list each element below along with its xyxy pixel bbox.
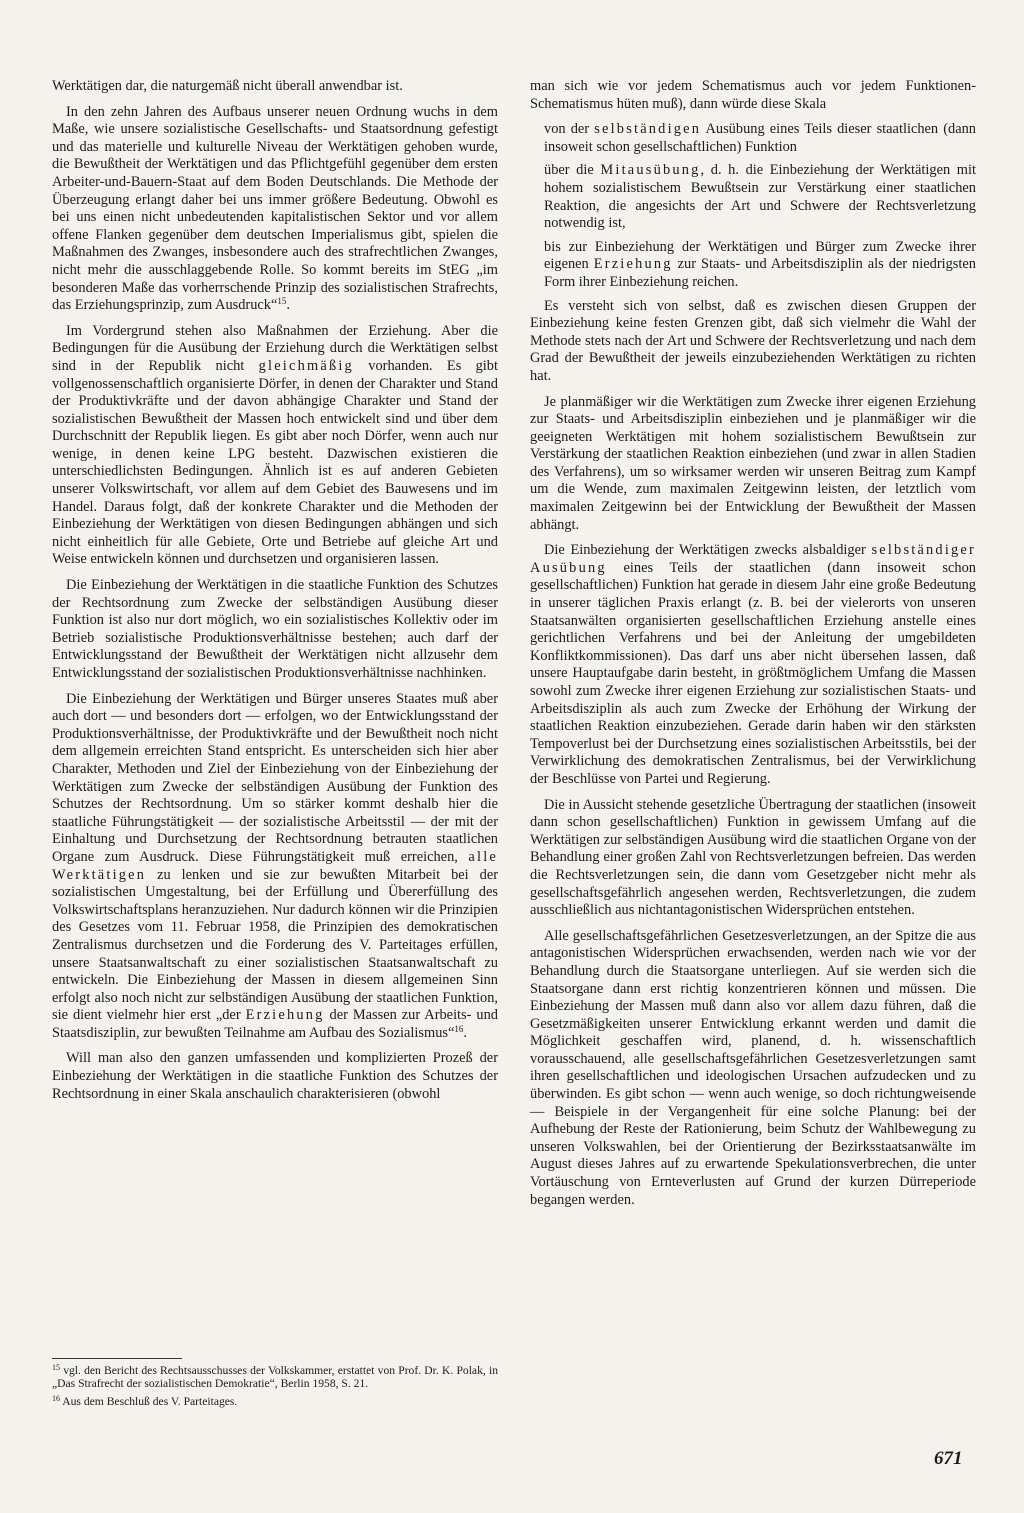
spaced-emphasis: Mitausübung <box>600 162 701 179</box>
left-column <box>52 78 498 1111</box>
page-number: 671 <box>934 1448 963 1469</box>
paragraph: Die Einbeziehung der Werktätigen zwecks alsbaldiger selbständiger Ausübung eines Teils der staatlichen (dann insoweit schon gesellschaftlichen) Funktion hat gerade in diesem Jahr eine große Bedeutung in unserer täglichen Praxis erlangt (z. B. bei der vielerorts von unseren Staatsanwälten organisierten gesellschaftlichen Erziehung anstelle eines gerichtlichen Verfahrens und bei der Anleitung der umgebildeten Konfliktkommissionen). Das darf uns aber nicht übersehen lassen, daß unsere Hauptaufgabe darin besteht, in größtmöglichem Umfang die Massen sowohl zum Zwecke ihrer eigenen Erziehung zur sozialistischen Staats- und Arbeitsdisziplin als auch zum Zwecke der Erhöhung der Wirkung der staatlichen Reaktion einzubeziehen. Gerade darin haben wir den stärksten Tempoverlust bei der Durchsetzung eines sozialistischen Arbeitsstils, bei der Verwirklichung des demokratischen Zentralismus, bei der Verwirklichung der Beschlüsse von Partei und Regierung. <box>530 542 976 787</box>
scale-item: von der selbständigen Ausübung eines Teils dieser staatlichen (dann insoweit schon gesellschaftlichen) Funktion <box>544 121 976 155</box>
spaced-emphasis: Erziehung <box>593 256 673 273</box>
footnote-ref: 16 <box>454 1023 464 1034</box>
paragraph: Will man also den ganzen umfassenden und komplizierten Prozeß der Einbeziehung der Werktätigen in die staatliche Funktion des Schutzes der Rechtsordnung in einer Skala anschaulich charakterisieren (obwohl <box>52 1050 498 1102</box>
scale-item: bis zur Einbeziehung der Werktätigen und Bürger zum Zwecke ihrer eigenen Erziehung zur Staats- und Arbeitsdisziplin als der niedrigsten Form ihrer Einbeziehung reichen. <box>544 238 976 290</box>
footnote: $^{16}$ Aus dem Beschluß des V. Parteitages. <box>52 1393 238 1408</box>
footnote: $^{15}$ vgl. den Bericht des Rechtsausschusses der Volkskammer, erstattet von Prof. Dr. K. Polak, in „Das Strafrecht der sozialistischen Demokratie“, Berlin 1958, S. 21. <box>52 1363 498 1391</box>
paragraph: Die Einbeziehung der Werktätigen und Bürger unseres Staates muß aber auch dort — und besonders dort — erfolgen, wo der Entwicklungsstand der Produktionsverhältnisse, der Produktivkräfte und der Bewußtheit noch nicht dem allgemein erreichten Stand entspricht. Es unterscheiden sich hier aber Charakter, Methoden und Ziel der Einbeziehung von der Einbeziehung der Werktätigen zum Zwecke der selbständigen Ausübung der Funktion des Schutzes der Rechtsordnung. Um so stärker kommt deshalb hier die staatliche Führungstätigkeit — der sozialistische Arbeitsstil — der mit der Einhaltung und Durchsetzung der Rechtsordnung betrauten staatlichen Organe zum Ausdruck. Diese Führungstätigkeit muß erreichen, alle Werktätigen zu lenken und sie zur bewußten Mitarbeit bei der sozialistischen Umgestaltung, bei der Erfüllung und Übererfüllung des Volkswirtschaftsplans heranzuziehen. Nur dadurch können wir die Prinzipien des Gesetzes vom 11. Februar 1958, die Prinzipien des demokratischen Zentralismus durchsetzen und die Forderung des V. Parteitages erfüllen, unsere Staatsanwaltschaft zu einer sozialistischen Staatsanwaltschaft zu entwickeln. Die Einbeziehung der Massen in diesem allgemeinen Sinn erfolgt also noch nicht zur selbständigen Ausübung der staatlichen Funktion, sie dient vielmehr hier erst „der Erziehung der Massen zur Arbeits- und Staatsdisziplin, zur bewußten Teilnahme am Aufbau des Sozialismus“$^{16}$. <box>52 690 498 1041</box>
spaced-emphasis: selbständiger Ausübung <box>530 542 976 576</box>
paragraph: Im Vordergrund stehen also Maßnahmen der Erziehung. Aber die Bedingungen für die Ausübung der Erziehung durch die Werktätigen selbst sind in der Republik nicht gleichmäßig vorhanden. Es gibt vollgenossenschaftlich organisierte Dörfer, in denen der Charakter und Stand der Produktivkräfte und der davon abhängige Charakter und Stand der sozialistischen Bewußtheit der Massen hoch entwickelt sind und über dem Durchschnitt der Republik liegen. Es gibt aber noch Dörfer, wenn auch nur wenige, in denen keine LPG besteht. Dazwischen existieren die unterschiedlichsten Bedingungen. Ähnlich ist es auf anderen Gebieten unserer Volkswirtschaft, vor allem auf dem Gebiet des Bauwesens und im Handel. Daraus folgt, daß der konkrete Charakter und die Methoden der Einbeziehung der Werktätigen von diesen Bedingungen abhängen und sich nicht einheitlich für alle Gebiete, Orte und Betriebe auf gleiche Art und Weise entwickeln können und durchsetzen und organisieren lassen. <box>52 322 498 568</box>
paragraph: man sich wie vor jedem Schematismus auch vor jedem Funktionen-Schematismus hüten muß), dann würde diese Skala <box>530 78 976 112</box>
paragraph: Je planmäßiger wir die Werktätigen zum Zwecke ihrer eigenen Erziehung zur Staats- und Arbeitsdisziplin einbeziehen und je planmäßiger wir die geeigneten Werktätigen mit hohem sozialistischem Bewußtsein zur Verstärkung der staatlichen Reaktion einbeziehen (und zwar in allen Stadien des Verfahrens), um so wirksamer werden wir unseren Beitrag zum Kampf um die Wende, zum maximalen Zeitgewinn leisten, der letztlich vom maximalen Zeitgewinn bei der Entwicklung der Bewußtheit der Massen abhängt. <box>530 393 976 533</box>
spaced-emphasis: gleichmäßig <box>258 357 354 374</box>
spaced-emphasis: Erziehung <box>245 1007 325 1024</box>
paragraph: In den zehn Jahren des Aufbaus unserer neuen Ordnung wuchs in dem Maße, wie unsere sozialistische Gesellschafts- und Staatsordnung gefestigt und das materielle und kulturelle Niveau der Werktätigen gehoben wurde, die Bewußtheit der Werktätigen und das Pflichtgefühl gegenüber dem ersten Arbeiter-und-Bauern-Staat auf dem Boden Deutschlands. Die Methode der Überzeugung erlangt daher bei uns immer größere Bedeutung. Obwohl es bei uns einen nicht unbedeutenden kapitalistischen Sektor und vor allem offene Flanken gegenüber dem deutschen Imperialismus gibt, spielen die Maßnahmen des Zwanges, insbesondere auch des strafrechtlichen Zwanges, nicht mehr die ausschlaggebende Rolle. So kommt bereits im StEG „im besonderen Maße das vorherrschende Prinzip des sozialistischen Strafrechts, das Erziehungsprinzip, zum Ausdruck“$^{15}$. <box>52 103 498 314</box>
spaced-emphasis: alle Werktätigen <box>52 848 498 883</box>
scale-item: über die Mitausübung, d. h. die Einbeziehung der Werktätigen mit hohem sozialistischem Bewußtsein zur Verstärkung einer staatlichen Reaktion, die angesichts der Art und Schwere der Rechtsverletzung notwendig ist, <box>544 162 976 232</box>
paragraph: Es versteht sich von selbst, daß es zwischen diesen Gruppen der Einbeziehung keine festen Grenzen gibt, daß sich vielmehr die Wahl der Methode stets nach der Art und Schwere der Rechtsverletzung und nach dem Grad der Bewußtheit der jeweils einzubeziehenden Werktätigen zu richten hat. <box>530 297 976 384</box>
footnotes <box>52 1364 498 1412</box>
paragraph: Alle gesellschaftsgefährlichen Gesetzesverletzungen, an der Spitze die aus antagonistischen Widersprüchen erwachsenden, werden nach wie vor der Behandlung durch die Staatsorgane unterliegen. Auf sie werden sich die Staatsorgane dann erst richtig konzentrieren können und müssen. Die Einbeziehung der Massen muß dann also vor allem dazu führen, daß die Gesetzmäßigkeiten unserer Entwicklung erkannt werden und damit die Möglichkeit geschaffen wird, planend, d. h. wissenschaftlich vorausschauend, alle gesellschaftsgefährlichen Gesetzesverletzungen samt ihren gesellschaftlichen und ideologischen Ursachen aufzudecken und zu überwinden. Es gibt schon — wenn auch wenige, so doch richtungweisende — Beispiele in der Vergangenheit für eine solche Planung: bei der Aufhebung der Reste der Rationierung, beim Schutz der Wahlbewegung zu unseren Volkswahlen, bei der Orientierung der Bezirksstaatsanwälte im August dieses Jahres auf zu erwartende Spekulationsverbrechen, die unter Vortäuschung von Ernteverlusten auf Grund der kurzen Dürreperiode begangen werden. <box>530 927 976 1208</box>
footnote-divider <box>52 1358 182 1359</box>
paragraph: Die in Aussicht stehende gesetzliche Übertragung der staatlichen (insoweit dann schon gesellschaftlichen) Funktion in gewissem Umfang auf die Werktätigen zur selbständigen Ausübung wird die staatlichen Organe von der Behandlung einer großen Zahl von Rechtsverletzungen befreien. Das werden die Rechtsverletzungen sein, die dann vom Gesetzgeber nicht mehr als gesellschaftsgefährlich angesehen werden, Rechtsverletzungen, die zudem ausschließlich aus nichtantagonistischen Widersprüchen entstehen. <box>530 796 976 919</box>
spaced-emphasis: selbständigen <box>594 121 702 138</box>
paragraph: Werktätigen dar, die naturgemäß nicht überall anwendbar ist. <box>52 78 403 94</box>
right-column <box>530 78 976 1217</box>
footnote-ref: 15 <box>277 296 287 307</box>
paragraph: Die Einbeziehung der Werktätigen in die staatliche Funktion des Schutzes der Rechtsordnung zum Zwecke der selbständigen Ausübung dieser Funktion ist also nur dort möglich, wo ein sozialistisches Kollektiv oder im Betrieb sozialistische Produktionsverhältnisse bestehen; auch darf der Entwicklungsstand der Bewußtheit der Werktätigen nicht allzusehr dem Entwicklungsstand der sozialistischen Produktionsverhältnisse nachhinken. <box>52 577 498 681</box>
